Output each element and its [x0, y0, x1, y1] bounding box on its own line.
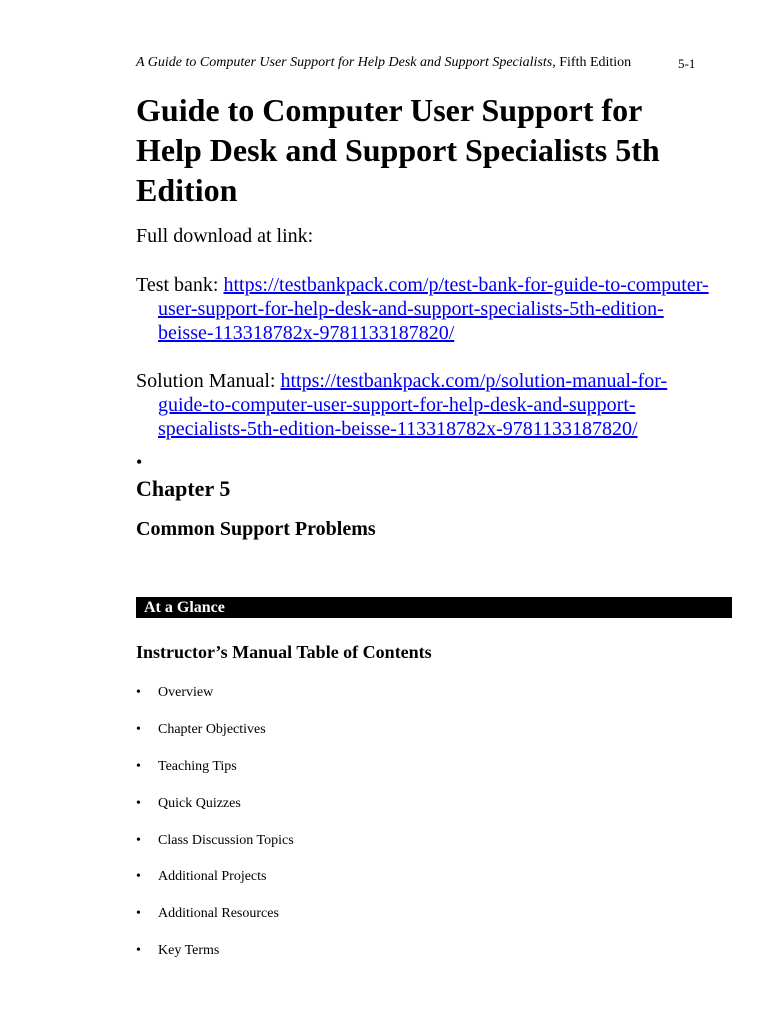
toc-title: Instructor’s Manual Table of Contents	[136, 642, 432, 662]
toc-bullet: •	[136, 869, 141, 885]
document-title-line-2: Help Desk and Support Specialists 5th	[136, 132, 660, 168]
toc-item-label: Overview	[158, 685, 214, 700]
test-bank-link-part-3[interactable]: beisse-113318782x-9781133187820/	[158, 322, 455, 344]
chapter-number: Chapter 5	[136, 476, 231, 501]
solution-manual-link-part-2[interactable]: guide-to-computer-user-support-for-help-desk-and-support-	[158, 394, 636, 416]
running-header-book-title: A Guide to Computer User Support for Help Desk and Support Specialists	[136, 55, 553, 70]
document-title-line-1: Guide to Computer User Support for	[136, 92, 643, 128]
toc-bullet: •	[136, 721, 141, 737]
solution-manual-line-3	[136, 417, 736, 441]
running-header	[136, 55, 631, 71]
test-bank-link-part-1[interactable]: https://testbankpack.com/p/test-bank-for-guide-to-computer-	[223, 274, 709, 296]
toc-item-label: Quick Quizzes	[158, 795, 241, 811]
solution-manual-label: Solution Manual:	[136, 370, 281, 392]
toc-bullet: •	[136, 832, 141, 848]
toc-item-label: Key Terms	[158, 943, 220, 959]
test-bank-line-2	[136, 297, 736, 321]
document-title-line-3: Edition	[136, 172, 238, 208]
at-a-glance-bar	[136, 597, 732, 618]
test-bank-line-3	[136, 321, 736, 345]
bullet-glyph: •	[136, 452, 143, 472]
toc-item-label: Additional Resources	[158, 906, 279, 922]
toc-item-label: Teaching Tips	[158, 758, 237, 774]
document-title	[136, 90, 736, 210]
test-bank-link-part-2[interactable]: user-support-for-help-desk-and-support-specialists-5th-edition-	[158, 298, 664, 320]
toc-item-label: Class Discussion Topics	[158, 832, 294, 848]
test-bank-block	[136, 273, 736, 345]
page-number: 5-1	[678, 56, 696, 71]
full-download-text: Full download at link:	[136, 225, 314, 247]
solution-manual-line-1	[136, 369, 736, 393]
toc-bullet: •	[136, 685, 141, 700]
toc-item-label: Additional Projects	[158, 869, 267, 885]
chapter-title: Common Support Problems	[136, 518, 376, 540]
toc-bullet: •	[136, 795, 141, 811]
solution-manual-link-part-3[interactable]: specialists-5th-edition-beisse-113318782x-9781133187820/	[158, 418, 638, 440]
solution-manual-link-part-1[interactable]: https://testbankpack.com/p/solution-manual-for-	[280, 370, 668, 392]
toc-bullet: •	[136, 758, 141, 774]
test-bank-label: Test bank:	[136, 274, 224, 296]
running-header-edition: , Fifth Edition	[552, 55, 632, 70]
solution-manual-line-2	[136, 393, 736, 417]
toc-bullet: •	[136, 906, 141, 922]
at-a-glance-label: At a Glance	[144, 599, 225, 616]
solution-manual-block	[136, 369, 736, 441]
toc-bullet: •	[136, 943, 141, 959]
test-bank-line-1	[136, 273, 736, 297]
toc-item-label: Chapter Objectives	[158, 721, 266, 737]
